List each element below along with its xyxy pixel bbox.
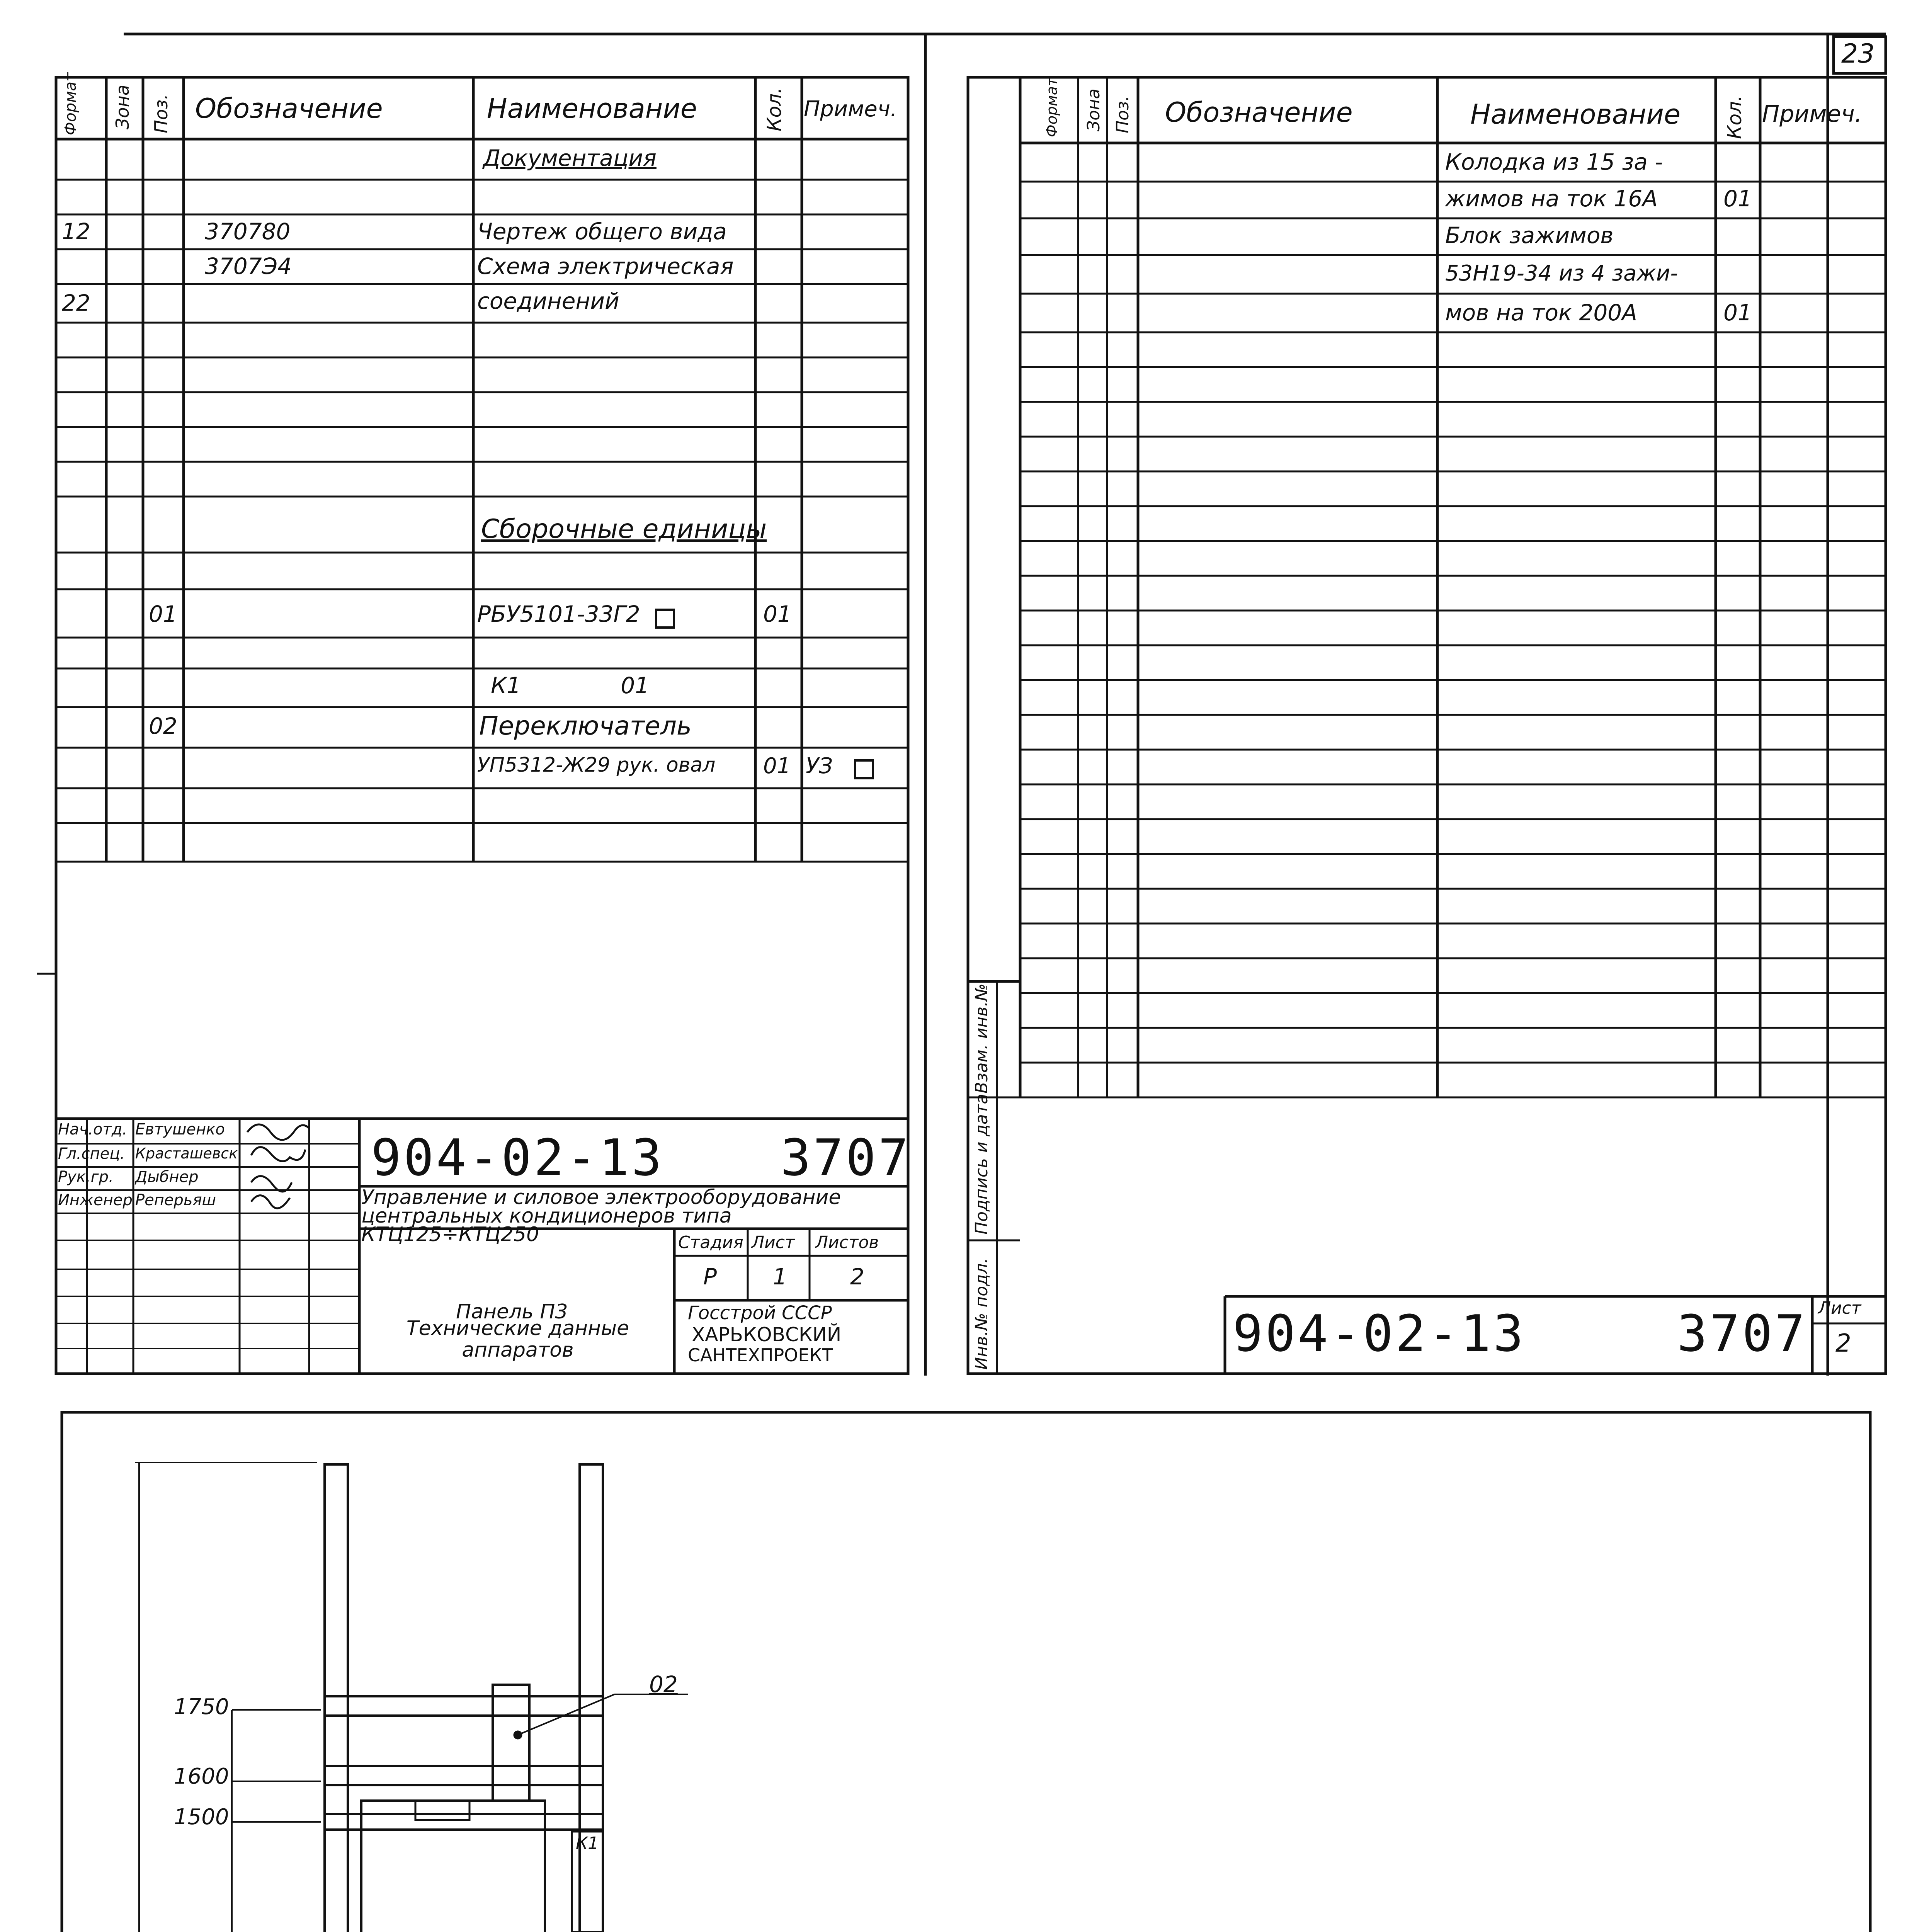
- sheet-label: Лист: [1818, 1298, 1861, 1318]
- dim-1600: 1600: [174, 1764, 229, 1789]
- row-note: УЗ: [806, 753, 833, 779]
- side-label-sign: Подпись и дата: [972, 1094, 992, 1235]
- stage-label: Стадия: [678, 1233, 743, 1252]
- row-qty: 01: [1723, 299, 1752, 326]
- doc-number: 904-02-13: [1233, 1304, 1526, 1363]
- sheets-value: 2: [850, 1264, 864, 1290]
- row-name: РБУ5101-33Г2: [477, 601, 640, 627]
- row-name: жимов на ток 16А: [1445, 185, 1658, 212]
- stage-value: Р: [703, 1264, 717, 1290]
- stamp-name: Евтушенко: [135, 1121, 225, 1138]
- row-name: Блок зажимов: [1445, 222, 1614, 248]
- row-format: 12: [62, 218, 90, 245]
- row-doc-section: Документация: [483, 145, 657, 171]
- row-name: 53Н19-34 из 4 зажи-: [1445, 261, 1678, 286]
- row-name: Чертеж общего вида: [477, 218, 727, 245]
- sheet-value: 2: [1835, 1329, 1851, 1358]
- stamp-name: Красташевск: [135, 1145, 238, 1162]
- header-format: Формат: [1043, 77, 1060, 137]
- stamp-role: Инженер: [58, 1191, 133, 1209]
- row-qty: 01: [763, 753, 791, 779]
- row-qty: 01: [763, 601, 792, 627]
- dim-1750: 1750: [174, 1694, 229, 1719]
- header-pos: Поз.: [151, 94, 172, 133]
- row-name: Схема электрическая: [477, 253, 734, 279]
- row-pos: 02: [149, 713, 177, 739]
- header-name: Наименование: [1470, 99, 1681, 130]
- stamp-name: Дыбнер: [135, 1168, 199, 1186]
- row-format: 22: [62, 290, 90, 316]
- side-label-replace: Взам. инв.№: [972, 983, 992, 1094]
- stamp-role: Рук.гр.: [58, 1168, 114, 1186]
- header-zone: Зона: [1084, 88, 1104, 131]
- label-k1: К1: [576, 1833, 599, 1853]
- row-name: УП5312-Ж29 рук. овал: [477, 753, 716, 777]
- sheet-label: Лист: [752, 1233, 795, 1252]
- label-pos-02: 02: [649, 1671, 678, 1697]
- checkbox-square: [854, 759, 874, 779]
- page-number: 23: [1841, 39, 1875, 69]
- org-line: САНТЕХПРОЕКТ: [688, 1345, 833, 1366]
- header-format: Формат: [62, 72, 80, 135]
- row-name: К1 01: [491, 672, 649, 699]
- doc-number: 904-02-13: [371, 1128, 664, 1187]
- header-name: Наименование: [487, 93, 697, 124]
- project-title: Управление и силовое электрооборудование центральных кондиционеров типа КТЦ125÷КТЦ250: [361, 1186, 841, 1246]
- row-assembly-section: Сборочные единицы: [481, 514, 767, 544]
- stamp-name: Реперьяш: [135, 1191, 216, 1209]
- row-pos: 01: [149, 601, 177, 627]
- row-designation: 3707Э4: [205, 253, 292, 279]
- doc-code: 3707: [1677, 1304, 1808, 1363]
- row-qty: 01: [1723, 185, 1752, 212]
- side-label-inv: Инв.№ подл.: [972, 1258, 992, 1370]
- org-line: Госстрой СССР: [688, 1302, 832, 1324]
- row-name: мов на ток 200А: [1445, 299, 1637, 326]
- item-description: Технические данные аппаратов: [406, 1317, 629, 1362]
- stamp-role: Нач.отд.: [58, 1121, 128, 1138]
- header-qty: Кол.: [1723, 95, 1746, 139]
- header-designation: Обозначение: [1165, 97, 1353, 128]
- doc-code: 3707: [781, 1128, 911, 1187]
- row-name: соединений: [477, 288, 619, 314]
- row-designation: 370780: [205, 218, 291, 245]
- header-note: Примеч.: [804, 97, 897, 122]
- header-designation: Обозначение: [195, 93, 383, 124]
- row-name: Переключатель: [479, 711, 692, 741]
- sheets-label: Листов: [815, 1233, 879, 1252]
- checkbox-square: [655, 609, 675, 629]
- header-note: Примеч.: [1762, 100, 1862, 128]
- stamp-role: Гл.спец.: [58, 1145, 125, 1163]
- sheet-value: 1: [773, 1264, 787, 1290]
- header-pos: Поз.: [1113, 95, 1133, 133]
- item-name: Панель П3: [456, 1300, 568, 1323]
- header-zone: Зона: [112, 85, 133, 129]
- header-qty: Кол.: [763, 87, 786, 131]
- org-line: ХАРЬКОВСКИЙ: [692, 1323, 842, 1346]
- row-name: Колодка из 15 за -: [1445, 149, 1663, 175]
- dim-1500: 1500: [174, 1804, 229, 1830]
